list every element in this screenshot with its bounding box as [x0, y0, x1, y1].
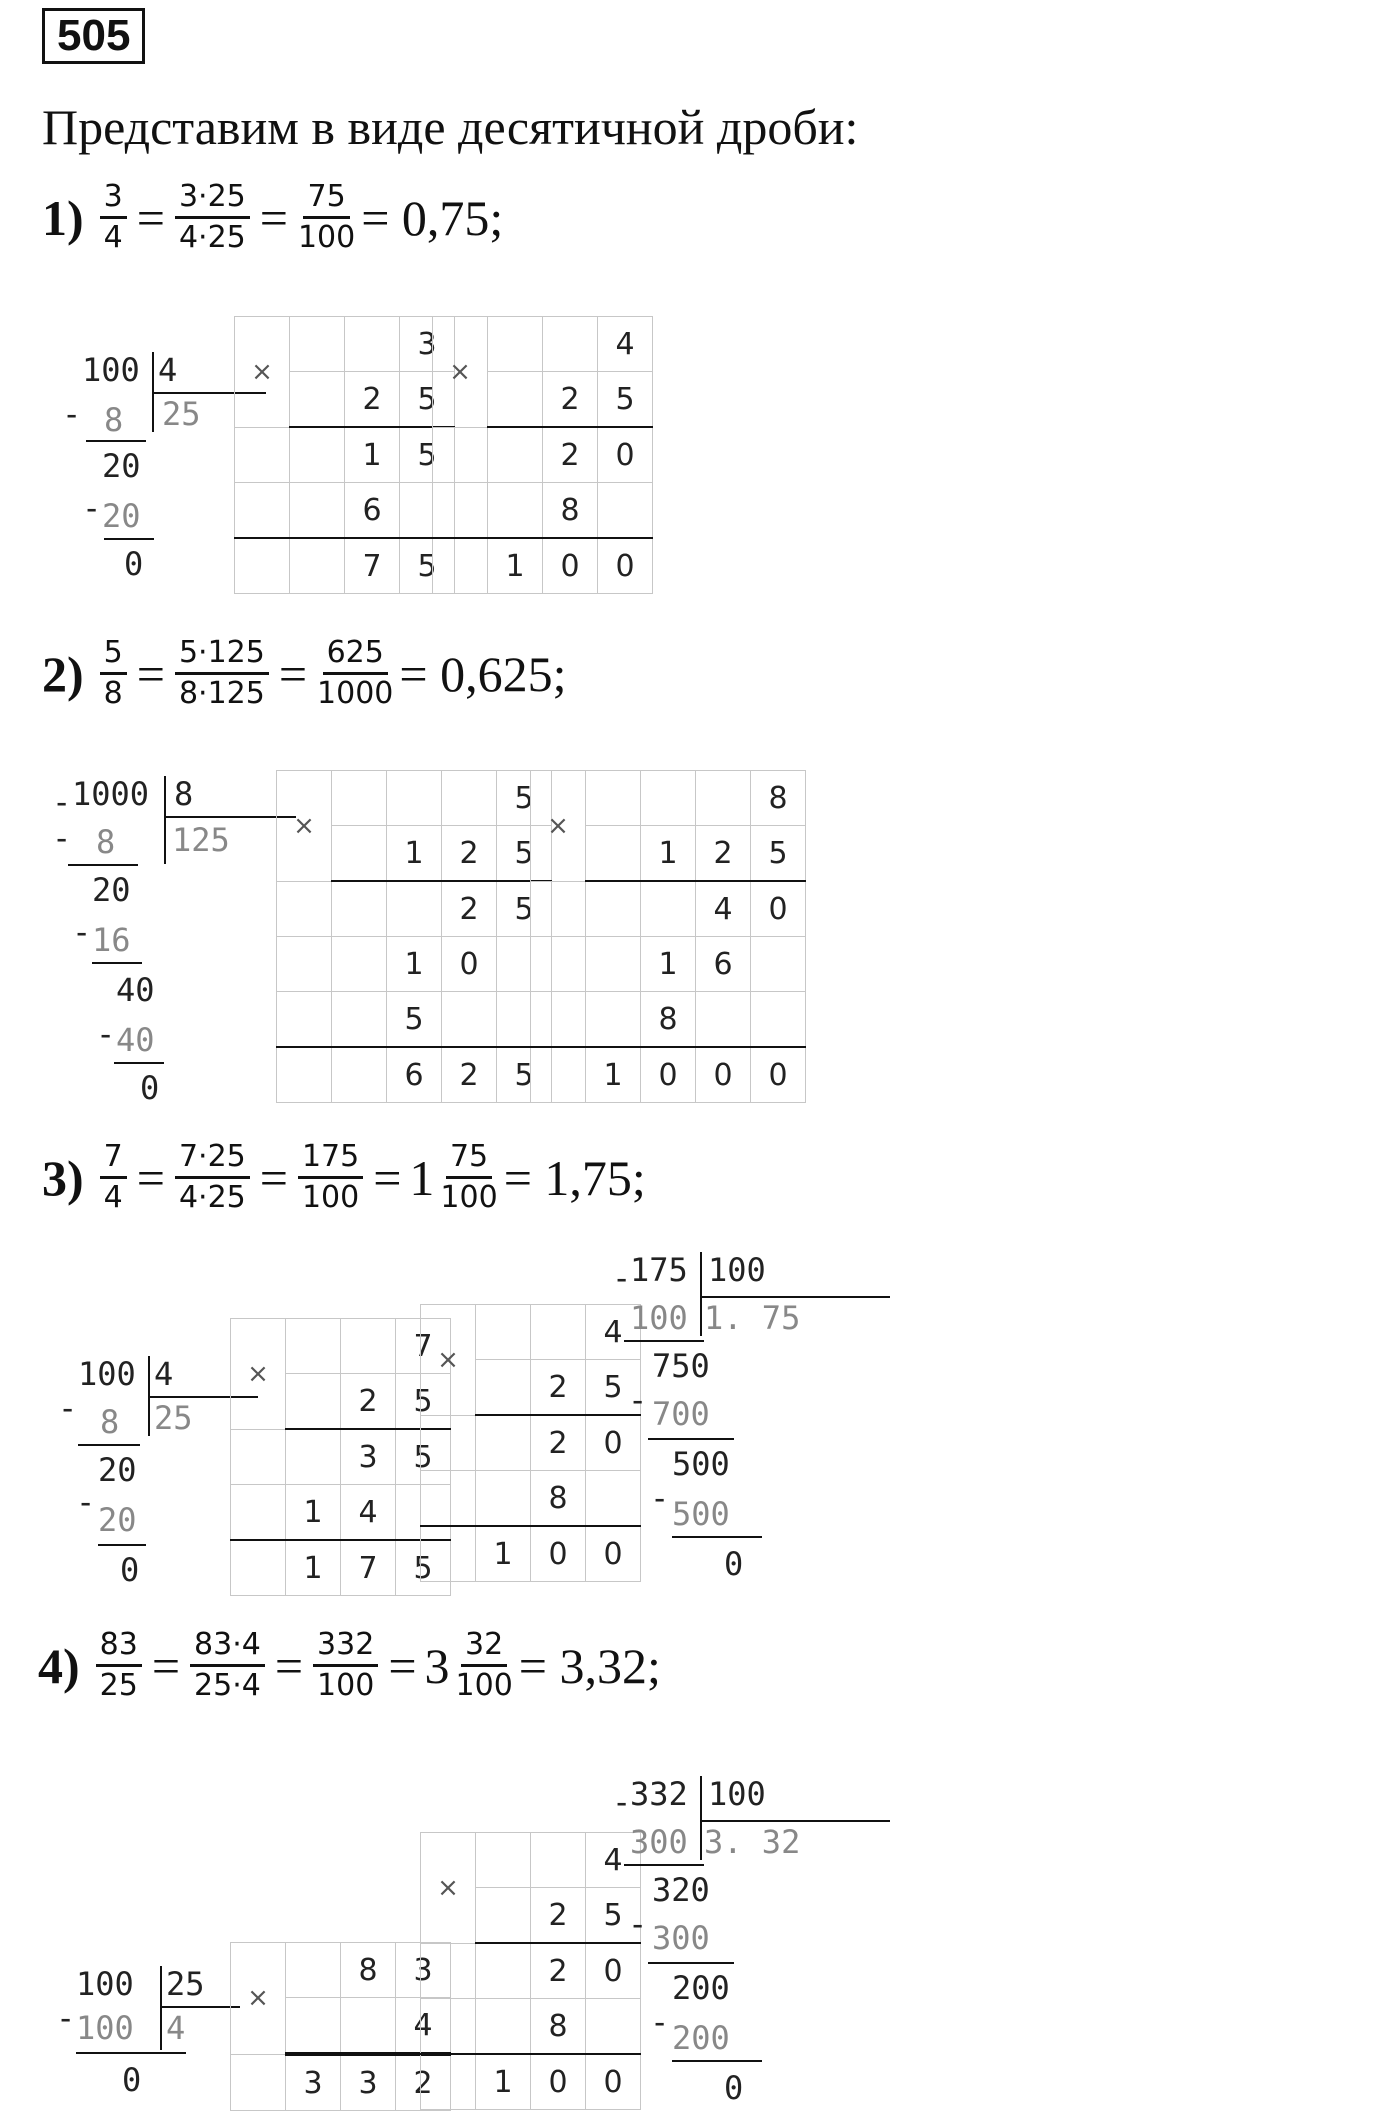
grid-row — [235, 317, 455, 372]
grid-cell: 5 — [586, 1888, 641, 1944]
grid-row — [433, 538, 653, 594]
grid-cell: 1 — [387, 826, 442, 882]
grid-cell: 0 — [751, 1047, 806, 1103]
grid-cell — [433, 427, 488, 483]
grid-row — [421, 2054, 641, 2110]
grid-cell: 0 — [641, 1047, 696, 1103]
multiplication-table — [230, 1942, 451, 2111]
grid-row — [231, 1485, 451, 1541]
result: = 0,75; — [361, 189, 504, 246]
multiply-sign: × — [531, 771, 586, 882]
equation-4: 4) $\frac{83}{25}$ = $\frac{83\cdot 4}{25\cdot 4}$ = $\frac{332}{100}$ = 3 $\frac{32}{100}$ = 3,32; — [38, 1627, 661, 1703]
grid-cell: 5 — [497, 826, 552, 882]
grid-cell — [286, 1998, 341, 2055]
grid-row — [235, 427, 455, 483]
grid-cell: 2 — [531, 1888, 586, 1944]
grid-cell: 0 — [598, 538, 653, 594]
multiply-sign: × — [235, 317, 290, 428]
grid-cell — [433, 483, 488, 539]
multiplication-table — [420, 1304, 641, 1582]
grid-cell — [332, 1047, 387, 1103]
grid-cell: 0 — [696, 1047, 751, 1103]
equation-1: 1) $\frac{3}{4}$ = $\frac{3\cdot 25}{4\cdot 25}$ = $\frac{75}{100}$ = 0,75; — [42, 179, 504, 255]
grid-cell: 0 — [598, 427, 653, 483]
grid-cell: 5 — [400, 538, 455, 594]
grid-cell — [641, 881, 696, 937]
multiply-sign: × — [231, 1319, 286, 1430]
grid-cell — [531, 881, 586, 937]
grid-cell — [598, 483, 653, 539]
grid-cell: 2 — [396, 2054, 451, 2111]
grid-cell: 6 — [696, 937, 751, 992]
grid-cell — [488, 372, 543, 428]
equation-3: 3) $\frac{7}{4}$ = $\frac{7\cdot 25}{4\cdot 25}$ = $\frac{175}{100}$ = 1 $\frac{75}{100}$ = 1,75; — [42, 1139, 646, 1215]
grid-cell: 5 — [400, 372, 455, 428]
grid-cell — [476, 1833, 531, 1888]
grid-cell — [286, 1943, 341, 1998]
grid-cell: 2 — [442, 826, 497, 882]
grid-row — [531, 937, 806, 992]
grid-cell: 0 — [586, 2054, 641, 2110]
grid-cell — [433, 538, 488, 594]
grid-row — [531, 771, 806, 826]
grid-cell — [696, 992, 751, 1048]
fraction: $\frac{75}{100}$ — [440, 1139, 498, 1215]
grid-cell: 5 — [396, 1540, 451, 1596]
grid-row — [421, 1526, 641, 1582]
grid-cell: 1 — [586, 1047, 641, 1103]
grid-cell: 8 — [641, 992, 696, 1048]
grid-cell: 1 — [641, 937, 696, 992]
grid-cell — [235, 427, 290, 483]
grid-cell: 5 — [497, 881, 552, 937]
grid-cell — [332, 771, 387, 826]
grid-cell — [290, 317, 345, 372]
multiplication-table — [276, 770, 552, 1103]
mixed-whole: 3 — [424, 1637, 450, 1694]
grid-cell: 5 — [586, 1360, 641, 1416]
grid-cell — [421, 1415, 476, 1471]
grid-cell — [332, 881, 387, 937]
problem-label: 2) — [42, 645, 84, 702]
grid-cell: 7 — [396, 1319, 451, 1374]
grid-cell — [341, 1319, 396, 1374]
grid-row — [421, 1833, 641, 1888]
grid-cell — [476, 1305, 531, 1360]
grid-cell — [332, 826, 387, 882]
fraction: $\frac{32}{100}$ — [455, 1627, 513, 1703]
grid-cell — [531, 1047, 586, 1103]
grid-row — [531, 881, 806, 937]
grid-cell: 1 — [476, 2054, 531, 2110]
result: = 0,625; — [399, 645, 567, 702]
multiply-sign: × — [433, 317, 488, 428]
grid-row — [531, 992, 806, 1048]
grid-row — [235, 538, 455, 594]
multiplication-table — [234, 316, 455, 594]
grid-cell: 1 — [345, 427, 400, 483]
grid-cell — [387, 881, 442, 937]
grid-cell — [586, 937, 641, 992]
grid-cell: 3 — [341, 2054, 396, 2111]
fraction: $\frac{7\cdot 25}{4\cdot 25}$ — [175, 1140, 250, 1215]
grid-cell — [277, 937, 332, 992]
grid-cell — [286, 1319, 341, 1374]
grid-cell — [586, 771, 641, 826]
grid-cell: 5 — [396, 1374, 451, 1430]
grid-cell — [286, 1429, 341, 1485]
grid-cell — [696, 771, 751, 826]
grid-cell — [488, 427, 543, 483]
grid-row — [421, 1305, 641, 1360]
fraction: $\frac{83}{25}$ — [96, 1628, 142, 1703]
grid-row — [231, 1540, 451, 1596]
grid-cell: 3 — [396, 1943, 451, 1998]
grid-cell — [387, 771, 442, 826]
grid-cell: 2 — [345, 372, 400, 428]
grid-cell: 0 — [586, 1943, 641, 1999]
grid-cell — [235, 483, 290, 539]
grid-cell: 4 — [396, 1998, 451, 2055]
grid-cell — [231, 2054, 286, 2111]
grid-cell: 2 — [543, 372, 598, 428]
grid-cell — [476, 1471, 531, 1527]
grid-row — [277, 881, 552, 937]
grid-cell: 5 — [751, 826, 806, 882]
grid-cell — [421, 1471, 476, 1527]
grid-cell — [421, 1526, 476, 1582]
fraction: $\frac{625}{1000}$ — [317, 635, 394, 711]
grid-row — [277, 992, 552, 1048]
grid-cell: 2 — [442, 881, 497, 937]
fraction: $\frac{83\cdot 4}{25\cdot 4}$ — [190, 1628, 265, 1703]
grid-cell: 6 — [387, 1047, 442, 1103]
grid-cell — [586, 1999, 641, 2055]
grid-row — [231, 1319, 451, 1374]
grid-cell: 5 — [497, 771, 552, 826]
grid-cell: 0 — [442, 937, 497, 992]
grid-cell — [751, 937, 806, 992]
fraction: $\frac{3}{4}$ — [100, 180, 127, 255]
grid-cell: 0 — [751, 881, 806, 937]
grid-cell: 1 — [641, 826, 696, 882]
grid-row — [277, 1047, 552, 1103]
grid-cell — [231, 1429, 286, 1485]
grid-cell — [543, 317, 598, 372]
grid-cell — [231, 1485, 286, 1541]
grid-cell — [641, 771, 696, 826]
grid-cell — [488, 483, 543, 539]
grid-row — [421, 1471, 641, 1527]
grid-cell — [231, 1540, 286, 1596]
grid-cell: 3 — [341, 1429, 396, 1485]
grid-cell — [488, 317, 543, 372]
grid-cell: 0 — [586, 1526, 641, 1582]
grid-cell: 3 — [286, 2054, 341, 2111]
grid-cell — [442, 992, 497, 1048]
grid-cell: 2 — [442, 1047, 497, 1103]
grid-row — [433, 427, 653, 483]
grid-cell — [277, 1047, 332, 1103]
grid-row — [433, 483, 653, 539]
grid-cell — [586, 1471, 641, 1527]
multiply-sign: × — [421, 1833, 476, 1944]
grid-cell — [586, 826, 641, 882]
grid-cell — [290, 427, 345, 483]
grid-cell: 5 — [598, 372, 653, 428]
grid-cell: 1 — [286, 1540, 341, 1596]
problem-label: 4) — [38, 1637, 80, 1694]
grid-cell: 2 — [696, 826, 751, 882]
grid-cell — [586, 881, 641, 937]
grid-cell — [277, 992, 332, 1048]
grid-cell: 4 — [586, 1305, 641, 1360]
grid-cell: 2 — [543, 427, 598, 483]
fraction: $\frac{3\cdot 25}{4\cdot 25}$ — [175, 180, 250, 255]
multiply-sign: × — [421, 1305, 476, 1416]
grid-cell: 4 — [696, 881, 751, 937]
grid-cell: 3 — [400, 317, 455, 372]
fraction: $\frac{5\cdot 125}{8\cdot 125}$ — [175, 636, 269, 711]
grid-cell — [442, 771, 497, 826]
grid-cell — [476, 1415, 531, 1471]
equation-2: 2) $\frac{5}{8}$ = $\frac{5\cdot 125}{8\cdot 125}$ = $\frac{625}{1000}$ = 0,625; — [42, 635, 567, 711]
grid-cell: 4 — [341, 1485, 396, 1541]
grid-row — [421, 1415, 641, 1471]
exercise-number: 505 — [42, 8, 145, 64]
grid-cell — [476, 1943, 531, 1999]
grid-cell: 2 — [341, 1374, 396, 1430]
grid-cell — [476, 1888, 531, 1944]
fraction: $\frac{332}{100}$ — [313, 1628, 378, 1703]
grid-cell: 0 — [543, 538, 598, 594]
grid-cell — [332, 992, 387, 1048]
grid-cell — [286, 1374, 341, 1430]
multiplication-table — [432, 316, 653, 594]
grid-cell — [751, 992, 806, 1048]
grid-cell: 5 — [497, 1047, 552, 1103]
multiplication-table — [420, 1832, 641, 2110]
fraction: $\frac{5}{8}$ — [100, 636, 127, 711]
grid-cell — [421, 1943, 476, 1999]
grid-cell: 4 — [598, 317, 653, 372]
grid-row — [421, 1943, 641, 1999]
result: = 1,75; — [503, 1149, 646, 1206]
multiplication-table — [530, 770, 806, 1103]
grid-cell — [290, 538, 345, 594]
grid-cell: 1 — [476, 1526, 531, 1582]
grid-cell: 0 — [531, 2054, 586, 2110]
result: = 3,32; — [518, 1637, 661, 1694]
grid-cell — [290, 483, 345, 539]
grid-row — [531, 1047, 806, 1103]
grid-cell — [531, 1305, 586, 1360]
grid-cell: 8 — [543, 483, 598, 539]
fraction: $\frac{7}{4}$ — [100, 1140, 127, 1215]
fraction: $\frac{75}{100}$ — [297, 179, 356, 255]
grid-row — [231, 1943, 451, 1998]
grid-cell — [290, 372, 345, 428]
intro-text: Представим в виде десятичной дроби: — [42, 99, 859, 155]
grid-cell: 5 — [387, 992, 442, 1048]
grid-cell: 2 — [531, 1415, 586, 1471]
grid-row — [421, 1999, 641, 2055]
grid-cell: 0 — [586, 1415, 641, 1471]
grid-row — [277, 771, 552, 826]
multiply-sign: × — [277, 771, 332, 882]
grid-cell — [476, 1999, 531, 2055]
grid-cell — [421, 1999, 476, 2055]
problem-label: 1) — [42, 189, 84, 246]
multiply-sign: × — [231, 1943, 286, 2055]
grid-cell: 8 — [751, 771, 806, 826]
grid-row — [433, 317, 653, 372]
grid-cell: 1 — [387, 937, 442, 992]
grid-cell: 5 — [396, 1429, 451, 1485]
multiplication-table — [230, 1318, 451, 1596]
grid-cell — [345, 317, 400, 372]
grid-cell — [421, 2054, 476, 2110]
grid-cell: 7 — [341, 1540, 396, 1596]
grid-cell: 8 — [531, 1999, 586, 2055]
grid-cell: 2 — [531, 1360, 586, 1416]
grid-cell: 5 — [400, 427, 455, 483]
grid-cell: 7 — [345, 538, 400, 594]
grid-cell: 6 — [345, 483, 400, 539]
grid-cell — [476, 1360, 531, 1416]
grid-cell — [277, 881, 332, 937]
grid-cell — [235, 538, 290, 594]
problem-label: 3) — [42, 1149, 84, 1206]
grid-cell — [531, 1833, 586, 1888]
grid-cell: 1 — [488, 538, 543, 594]
grid-cell — [531, 937, 586, 992]
grid-cell: 4 — [586, 1833, 641, 1888]
grid-cell — [332, 937, 387, 992]
mixed-whole: 1 — [409, 1149, 435, 1206]
fraction: $\frac{175}{100}$ — [298, 1140, 363, 1215]
grid-cell — [586, 992, 641, 1048]
grid-row — [277, 937, 552, 992]
grid-cell: 8 — [531, 1471, 586, 1527]
grid-cell: 2 — [531, 1943, 586, 1999]
grid-row — [231, 1429, 451, 1485]
grid-row — [231, 2054, 451, 2111]
grid-cell: 1 — [286, 1485, 341, 1541]
grid-cell — [531, 992, 586, 1048]
grid-row — [235, 483, 455, 539]
grid-cell: 0 — [531, 1526, 586, 1582]
grid-cell — [341, 1998, 396, 2055]
grid-cell: 8 — [341, 1943, 396, 1998]
